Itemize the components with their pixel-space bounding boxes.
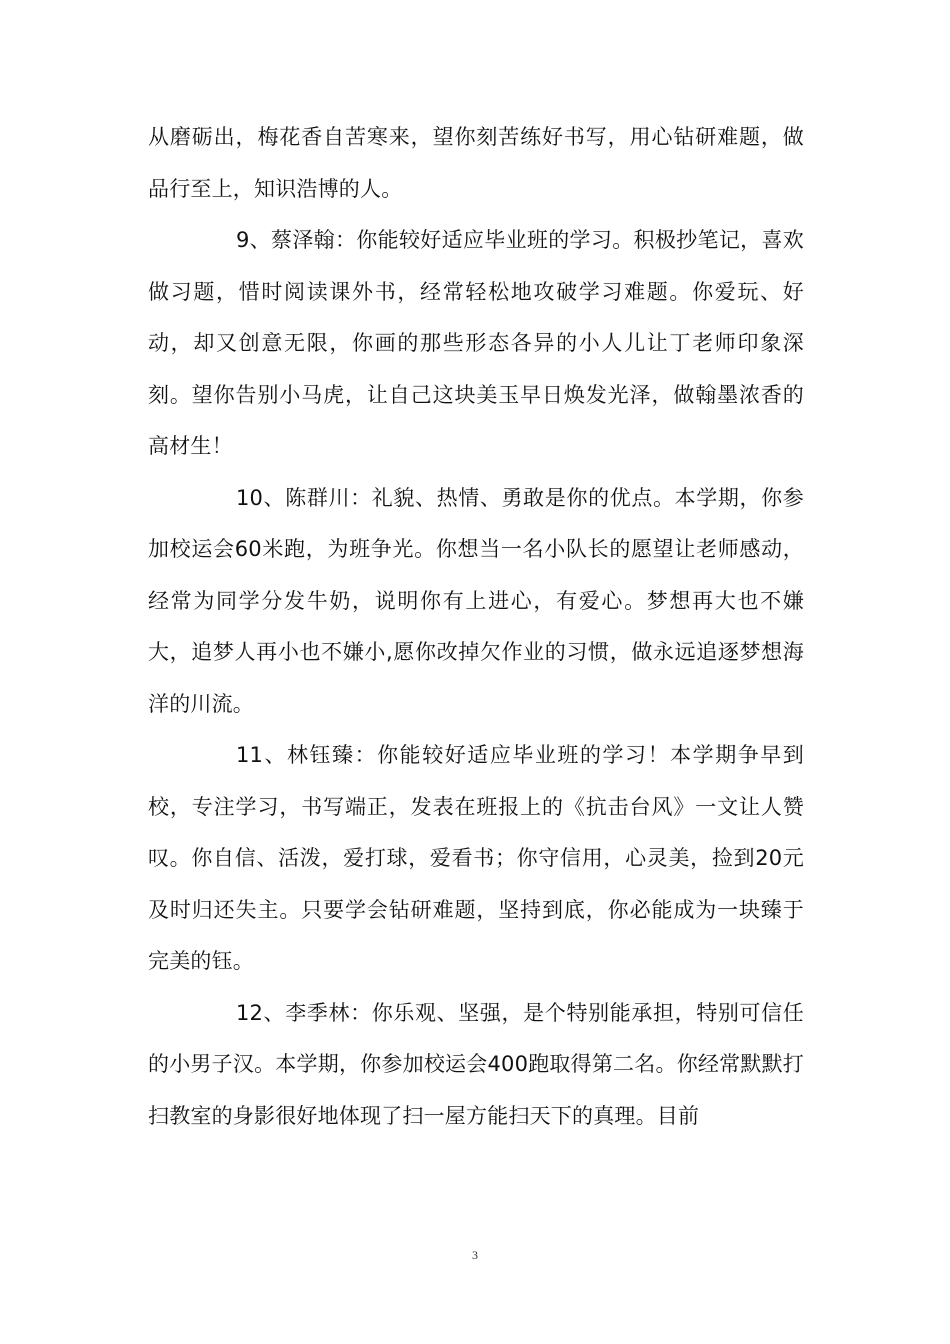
paragraph-continuation: 从磨砺出，梅花香自苦寒来，望你刻苦练好书写，用心钻研难题，做品行至上，知识浩博的人。 (148, 125, 804, 201)
document-body (148, 112, 804, 1142)
page-number: 3 (472, 1248, 478, 1262)
paragraph-comment-9: 9、蔡泽翰：你能较好适应毕业班的学习。积极抄笔记，喜欢做习题，惜时阅读课外书，经常轻松地攻破学习难题。你爱玩、好动，却又创意无限，你画的那些形态各异的小人儿让丁老师印象深刻。望你告别小马虎，让自己这块美玉早日焕发光泽，做翰墨浓香的高材生！ (148, 228, 804, 458)
paragraph-comment-11: 11、林钰臻：你能较好适应毕业班的学习！本学期争早到校，专注学习，书写端正，发表在班报上的《抗击台风》一文让人赞叹。你自信、活泼，爱打球，爱看书；你守信用，心灵美，捡到20元及时归还失主。只要学会钻研难题，坚持到底，你必能成为一块臻于完美的钰。 (148, 743, 804, 973)
paragraph-comment-12: 12、李季林：你乐观、坚强，是个特别能承担，特别可信任的小男子汉。本学期，你参加校运会400跑取得第二名。你经常默默打扫教室的身影很好地体现了扫一屋方能扫天下的真理。目前 (148, 1000, 804, 1128)
paragraph-comment-10: 10、陈群川：礼貌、热情、勇敢是你的优点。本学期，你参加校运会60米跑，为班争光。你想当一名小队长的愿望让老师感动，经常为同学分发牛奶，说明你有上进心，有爱心。梦想再大也不嫌大，追梦人再小也不嫌小,愿你改掉欠作业的习惯，做永远追逐梦想海洋的川流。 (148, 485, 804, 716)
